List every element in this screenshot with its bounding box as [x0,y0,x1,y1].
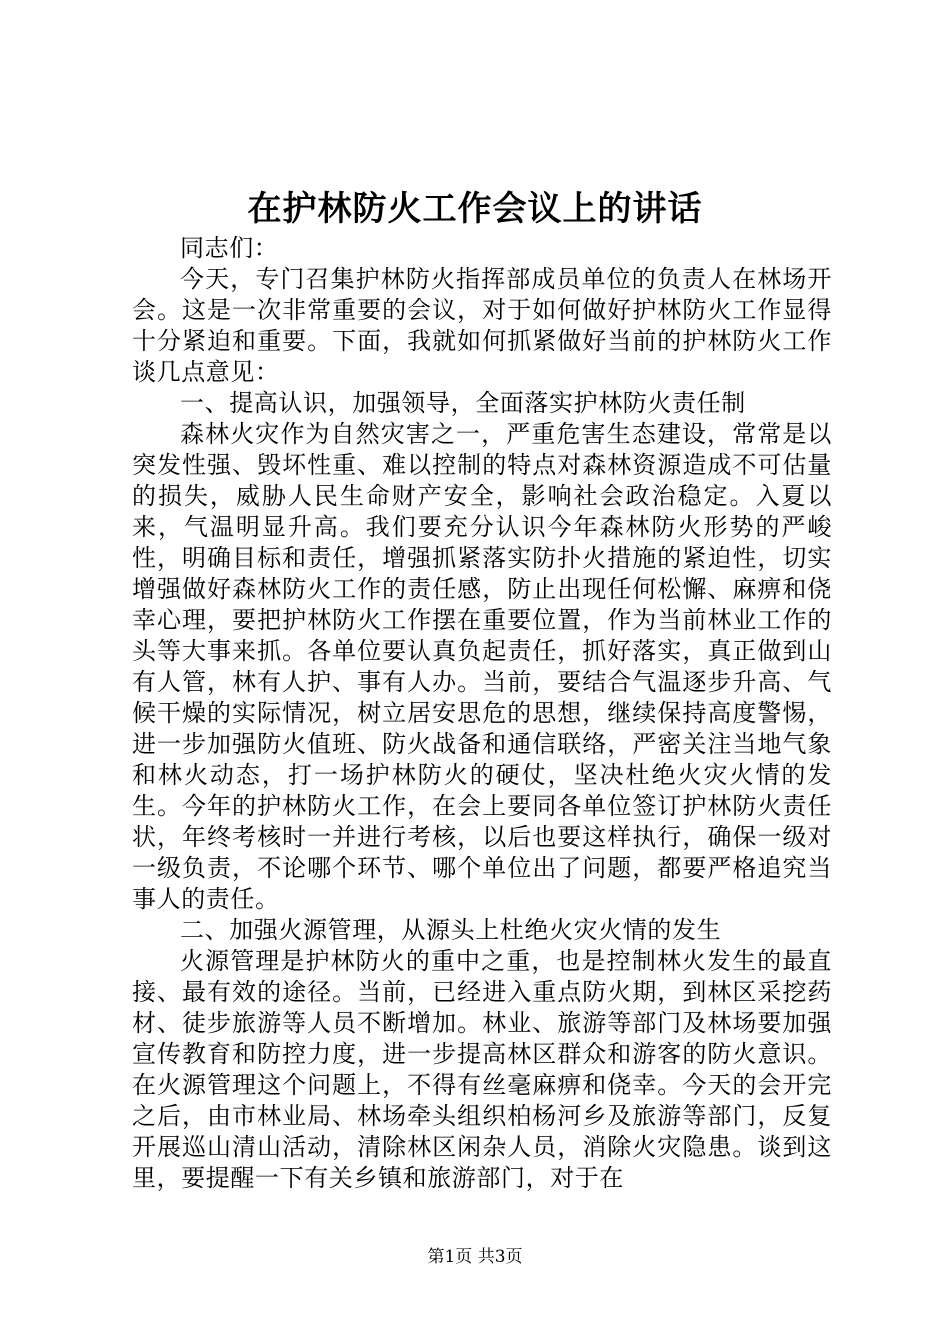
greeting: 同志们： [180,234,279,262]
document-title: 在护林防火工作会议上的讲话 [247,189,703,229]
paragraph-section-2: 火源管理是护林防火的重中之重，也是控制林火发生的最直接、最有效的途径。当前，已经进入重点防火期，到林区采挖药材、徒步旅游等人员不断增加。林业、旅游等部门及林场要加强宣传教育和防控力度，进一步提高林区群众和游客的防火意识。在火源管理这个问题上，不得有丝毫麻痹和侥幸。今天的会开完之后，由市林业局、林场牵头组织柏杨河乡及旅游等部门，反复开展巡山清山活动，清除林区闲杂人员，消除火灾隐患。谈到这里，要提醒一下有关乡镇和旅游部门，对于在 [132,947,832,1192]
section-heading-1: 一、提高认识，加强领导，全面落实护林防火责任制 [180,389,746,417]
paragraph-section-1: 森林火灾作为自然灾害之一，严重危害生态建设，常常是以突发性强、毁坏性重、难以控制的特点对森林资源造成不可估量的损失，威胁人民生命财产安全，影响社会政治稳定。入夏以来，气温明显升高。我们要充分认识今年森林防火形势的严峻性，明确目标和责任，增强抓紧落实防扑火措施的紧迫性，切实增强做好森林防火工作的责任感，防止出现任何松懈、麻痹和侥幸心理，要把护林防火工作摆在重要位置，作为当前林业工作的头等大事来抓。各单位要认真负起责任，抓好落实，真正做到山有人管，林有人护、事有人办。当前，要结合气温逐步升高、气候干燥的实际情况，树立居安思危的思想，继续保持高度警惕，进一步加强防火值班、防火战备和通信联络，严密关注当地气象和林火动态，打一场护林防火的硬仗，坚决杜绝火灾火情的发生。今年的护林防火工作，在会上要同各单位签订护林防火责任状，年终考核时一并进行考核，以后也要这样执行，确保一级对一级负责，不论哪个环节、哪个单位出了问题，都要严格追究当事人的责任。 [132,420,832,913]
paragraph-intro: 今天，专门召集护林防火指挥部成员单位的负责人在林场开会。这是一次非常重要的会议，对于如何做好护林防火工作显得十分紧迫和重要。下面，我就如何抓紧做好当前的护林防火工作谈几点意见： [132,265,832,386]
document-body [132,233,832,1194]
page-footer: 第1页 共3页 [427,1247,523,1267]
section-heading-2: 二、加强火源管理，从源头上杜绝火灾火情的发生 [180,916,722,944]
